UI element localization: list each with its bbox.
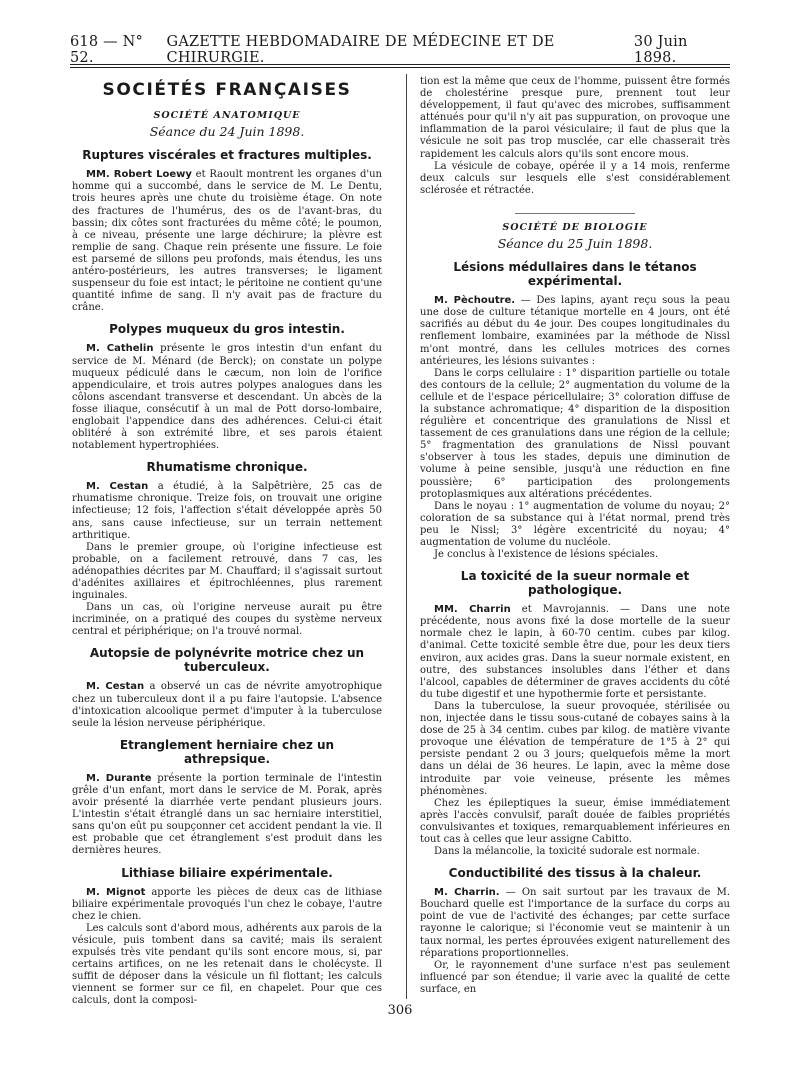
paragraph: Dans le corps cellulaire : 1° disparition partielle ou totale des contours de la cellule; 2° augmentation du volume de la cellule et de l'espace péricellulaire; 3° coloration diffuse de la substance achromatique; 4° disparition de la disposition régulière et concentrique des granulations de Nissl et tassement de ces granulations dans une région de la cellule; 5° fragmentation des granulations de Nissl pouvant s'observer à tous les stades, depuis une diminution de volume à peine sensible, jusqu'à une réduction en fine poussière; 6° participation des prolongements protoplasmiques aux altérations précédentes. xyxy=(420,367,730,500)
section-heading: Polypes muqueux du gros intestin. xyxy=(109,322,345,337)
running-head xyxy=(70,34,730,66)
section-separator xyxy=(515,213,635,214)
author-name: M. Mignot xyxy=(86,886,146,898)
paragraph-text: a observé un cas de névrite amyotrophique chez un tuberculeux dont il a pu faire l'autopsie. L'absence d'intoxication alcoolique permet d'imputer à la tuberculose seule la lésion nerveuse périphérique. xyxy=(72,681,382,729)
paragraph-text: — Des lapins, ayant reçu sous la peau une dose de culture tétanique mortelle en 4 jours, ont été sacrifiés au début du 4e jour. Des coupes longitudinales du renflement lombaire, examinées par la méthode de Nissl m'ont montré, dans les cellules motrices des cornes antérieures, les lésions suivantes : xyxy=(420,295,730,367)
paragraph-text: présente la portion terminale de l'intestin grêle d'un enfant, mort dans le service de M. Porak, après avoir présenté la diarrhée verte pendant plusieurs jours. L'intestin s'était étranglé dans un sac herniaire interstitiel, sans qu'on eût pu soupçonner cet accident pendant la vie. Il est probable que cet étranglement s'est produit dans les dernières heures. xyxy=(72,772,383,857)
paragraph: tion est la même que ceux de l'homme, puissent être formés de cholestérine presque pure, prennent tout leur développement, il faut qu'avec des microbes, suffisamment atténués pour qu'il n'y ait pas suppuration, on provoque une inflammation de la paroi vésiculaire; il faut de plus que la vésicule ne soit pas trop musclée, car elle chasserait très rapidement les calculs alors qu'ils sont encore mous. xyxy=(420,76,730,160)
section-heading: Rhumatisme chronique. xyxy=(146,460,308,475)
paragraph: Dans un cas, où l'origine nerveuse aurait pu être incriminée, on a pratiqué des coupes du système nerveux central et périphérique; on l'a trouvé normal. xyxy=(72,602,382,638)
seance-date: Séance du 25 Juin 1898. xyxy=(497,236,653,252)
section-heading: Lésions médullaires dans le tétanos expérimental. xyxy=(453,260,697,289)
paragraph-text: — On sait surtout par les travaux de M. Bouchard quelle est l'importance de la surface du corps au point de vue de l'activité des échanges; par cette surface rayonne le calorique; si l'économie veut se maintenir à un taux normal, les pertes éprouvées exigent naturellement des réparations proportionnelles. xyxy=(420,887,730,959)
author-name: MM. Charrin xyxy=(434,604,511,616)
author-name: M. Charrin. xyxy=(434,887,500,899)
section-heading: Lithiase biliaire expérimentale. xyxy=(121,865,333,880)
journal-title: GAZETTE HEBDOMADAIRE DE MÉDECINE ET DE CHIRURGIE. xyxy=(166,34,555,66)
paragraph-text: et Mavrojannis. — Dans une note précédente, nous avons fixé la dose mortelle de la sueur normale chez le lapin, à 60-70 centim. cubes par kilog. d'animal. Cette toxicité semble être due, pour les deux tiers environ, aux acides gras. Dans la sueur normale existent, en outre, des substances insolubles dans l'éther et dans l'alcool, capables de déterminer de graves accidents du côté du tube digestif et une hypothermie forte et persistante. xyxy=(420,604,730,700)
main-title: SOCIÉTÉS FRANÇAISES xyxy=(102,80,352,100)
society-name: SOCIÉTÉ DE BIOLOGIE xyxy=(502,221,648,233)
section-paragraph xyxy=(72,169,382,314)
section-paragraph xyxy=(420,295,730,368)
paragraph: Dans la mélancolie, la toxicité sudorale est normale. xyxy=(434,846,700,858)
section-heading: Ruptures viscérales et fractures multiples. xyxy=(82,148,372,163)
section-heading: Conductibilité des tissus à la chaleur. xyxy=(448,866,702,881)
paragraph-text: présente le gros intestin d'un enfant du service de M. Ménard (de Berck); on constate un polype muqueux pédiculé dans le cæcum, non loin de l'orifice appendiculaire, et trois autres polypes analogues dans les côlons ascendant transverse et descendant. Un abcès de la fosse iliaque, consécutif à un mal de Pott dorso-lombaire, englobait l'appendice dans des adhérences. Celui-ci était oblitéré à son extrémité libre, et ses parois étaient notablement hypertrophiées. xyxy=(72,343,382,452)
paragraph: La vésicule de cobaye, opérée il y a 14 mois, renferme deux calculs sur lesquels elle s'est considérablement sclérosée et rétractée. xyxy=(420,160,730,196)
paragraph: Or, le rayonnement d'une surface n'est pas seulement influencé par son étendue; il varie avec la qualité de cette surface, en xyxy=(420,959,730,995)
section-paragraph xyxy=(420,604,730,701)
section-paragraph xyxy=(72,343,382,452)
paragraph: Dans le premier groupe, où l'origine infectieuse est probable, on a facilement retrouvé, dans 7 cas, les adénopathies décrites par M. Chauffard; il s'agissait surtout d'adénites axillaires et épitrochléennes, plus rarement inguinales. xyxy=(72,541,382,602)
section-heading: La toxicité de la sueur normale et pathologique. xyxy=(460,569,690,598)
paragraph-text: a étudié, à la Salpêtrière, 25 cas de rhumatisme chronique. Treize fois, on trouvait une origine infectieuse; 12 fois, l'affection s'était développée après 50 ans, sans cause infectieuse, sur un terrain nettement arthritique. xyxy=(72,481,383,541)
society-name: SOCIÉTÉ ANATOMIQUE xyxy=(153,110,301,122)
author-name: M. Cathelin xyxy=(86,343,154,355)
right-column xyxy=(420,76,730,996)
section-paragraph xyxy=(420,887,730,960)
header-rule-double xyxy=(70,67,730,68)
page-number: 306 xyxy=(387,1003,413,1018)
paragraph: Dans la tuberculose, la sueur provoquée, stérilisée ou non, injectée dans le tissu sous-cutané de cobayes sains à la dose de 25 à 34 centim. cubes par kilog. de matière vivante provoque une élévation de température de 1°5 à 2° qui persiste pendant 2 ou 3 jours; quelquefois même la mort dans un délai de 36 heures. Le lapin, avec la même dose introduite par voie veineuse, présente les mêmes phénomènes. xyxy=(420,700,730,797)
section-heading: Etranglement herniaire chez un athrepsique. xyxy=(119,737,335,766)
paragraph-text: apporte les pièces de deux cas de lithiase biliaire expérimentale provoqués l'un chez le cobaye, l'autre chez le chien. xyxy=(72,886,382,922)
paragraph: Dans le noyau : 1° augmentation de volume du noyau; 2° coloration de sa substance qui à l'état normal, prend très peu le Nissl; 3° légère excentricité du noyau; 4° augmentation de volume du nucléole. xyxy=(420,500,730,548)
issue-date: 30 Juin 1898. xyxy=(633,34,688,66)
author-name: M. Durante xyxy=(86,772,152,784)
paragraph: Chez les épileptiques la sueur, émise immédiatement après l'accès convulsif, paraît douée de faibles propriétés convulsivantes et toxiques, remarquablement inférieures en tout cas à celles que leur assigne Cabitto. xyxy=(420,797,730,845)
author-name: M. Cestan xyxy=(86,681,145,693)
seance-date: Séance du 24 Juin 1898. xyxy=(149,124,305,140)
paragraph: Je conclus à l'existence de lésions spéciales. xyxy=(434,549,659,561)
author-name: M. Cestan xyxy=(86,481,149,493)
author-name: M. Pèchoutre. xyxy=(434,295,516,307)
paragraph-text: et Raoult montrent les organes d'un homme qui a succombé, dans le service de M. Le Dentu, trois heures après une chute du troisième étage. On note des fractures de l'humérus, des os de l'avant-bras, du bassin; dix côtes sont fracturées du même côté; le poumon, à ce niveau, présente une large déchirure; la plèvre est remplie de sang. Chaque rein présente une fissure. Le foie est parsemé de sillons peu profonds, mais étendus, les uns antéro-postérieurs, les autres transverses; le ligament suspenseur du foie est intact; le péritoine ne contient qu'une quantité infime de sang. Il n'y avait pas de fracture du crâne. xyxy=(72,169,382,314)
column-divider xyxy=(406,74,407,999)
section-paragraph xyxy=(72,481,382,541)
section-paragraph xyxy=(72,681,382,729)
left-column xyxy=(72,74,382,1007)
section-paragraph xyxy=(72,887,382,923)
paragraph: Les calculs sont d'abord mous, adhérents aux parois de la vésicule, puis tombent dans sa cavité; mais ils seraient expulsés très vite pendant qu'ils sont encore mous, si, par certains artifices, on ne les retenait dans le cholécyste. Il suffit de déposer dans la vésicule un fil flottant; les calculs viennent se former sur ce fil, en chapelet. Pour que ces calculs, dont la composi- xyxy=(72,922,382,1007)
author-name: MM. Robert Loewy xyxy=(86,169,192,181)
section-heading: Autopsie de polynévrite motrice chez un tuberculeux. xyxy=(89,646,365,675)
header-rule xyxy=(70,64,730,65)
page-issue: 618 — N° 52. xyxy=(70,34,143,66)
section-paragraph xyxy=(72,773,382,858)
